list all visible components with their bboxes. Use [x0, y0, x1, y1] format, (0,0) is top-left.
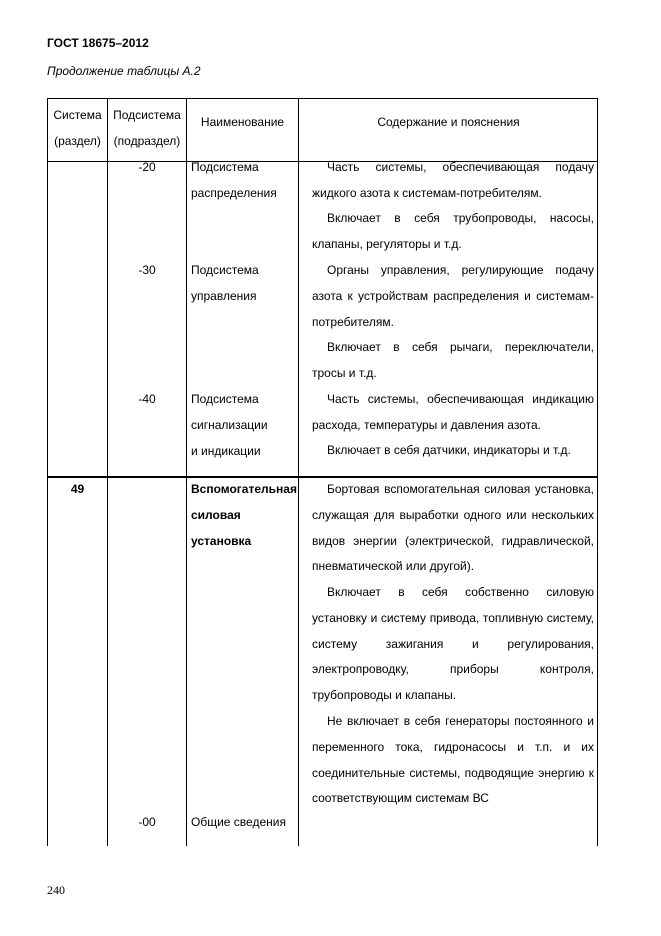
item-name-line: и индикации	[191, 443, 261, 458]
page-number: 240	[47, 883, 65, 897]
content-paragraph: Включает в себя собственно силовую установку и систему привода, топливную систему, систему зажигания и регулирования, электропроводку, приборы контроля, трубопроводы и клапаны.	[312, 585, 594, 703]
column-header-subsystem	[108, 102, 186, 154]
content-paragraph: Включает в себя датчики, индикаторы и т.д.	[327, 443, 571, 457]
item-name	[191, 810, 297, 836]
item-name-line: силовая	[191, 507, 241, 522]
item-name-line: Подсистема	[191, 392, 259, 406]
column-header-line: (раздел)	[54, 134, 101, 148]
column-header-system	[48, 102, 107, 154]
item-name-line: установка	[191, 533, 252, 548]
system-code: 49	[70, 482, 85, 496]
content-paragraph: Часть системы, обеспечивающая индикацию расхода, температуры и давления азота.	[312, 392, 594, 432]
table-continuation-caption: Продолжение таблицы А.2	[47, 64, 201, 78]
content-paragraph: Бортовая вспомогательная силовая установка, служащая для выработки одного или нескольких видов энергии (электрической, гидравлической, пневматической или другой).	[312, 482, 594, 574]
table	[47, 98, 598, 846]
subsystem-code: -00	[138, 815, 156, 829]
item-name-line: Подсистема	[191, 160, 259, 174]
item-name	[191, 477, 297, 554]
subsystem-code: -30	[138, 263, 156, 277]
subsystem-code: -20	[138, 160, 156, 174]
item-name-line: распределения	[191, 185, 277, 200]
column-header-line: Система	[53, 108, 102, 122]
item-name	[191, 258, 297, 310]
column-header-line: Подсистема	[113, 108, 181, 122]
subsystem-code: -40	[138, 392, 156, 406]
column-divider	[186, 99, 187, 846]
column-header-line: (подраздел)	[113, 134, 181, 148]
document-code: ГОСТ 18675–2012	[47, 36, 149, 50]
content-paragraph: Включает в себя трубопроводы, насосы, клапаны, регуляторы и т.д.	[312, 211, 594, 251]
content-paragraph: Не включает в себя генераторы постоянного и переменного тока, гидронасосы и т.п. и их соединительные системы, подводящие энергию к соответствующим системам ВС	[312, 714, 594, 806]
item-name-line: Вспомогательная	[191, 482, 297, 496]
item-name	[191, 387, 297, 464]
column-divider	[298, 99, 299, 846]
content-paragraph: Часть системы, обеспечивающая подачу жидкого азота к системам-потребителям.	[312, 160, 594, 200]
content-paragraph: Включает в себя рычаги, переключатели, тросы и т.д.	[312, 340, 594, 380]
content-paragraph: Органы управления, регулирующие подачу азота к устройствам распределения и системам-потребителям.	[312, 263, 594, 329]
item-name-line: сигнализации	[191, 417, 268, 432]
item-name	[191, 155, 297, 207]
item-name-line: Общие сведения	[191, 815, 286, 829]
column-divider	[107, 99, 108, 846]
column-header-name: Наименование	[200, 115, 285, 129]
item-name-line: Подсистема	[191, 263, 259, 277]
item-name-line: управления	[191, 288, 257, 303]
column-header-content: Содержание и пояснения	[377, 115, 520, 129]
